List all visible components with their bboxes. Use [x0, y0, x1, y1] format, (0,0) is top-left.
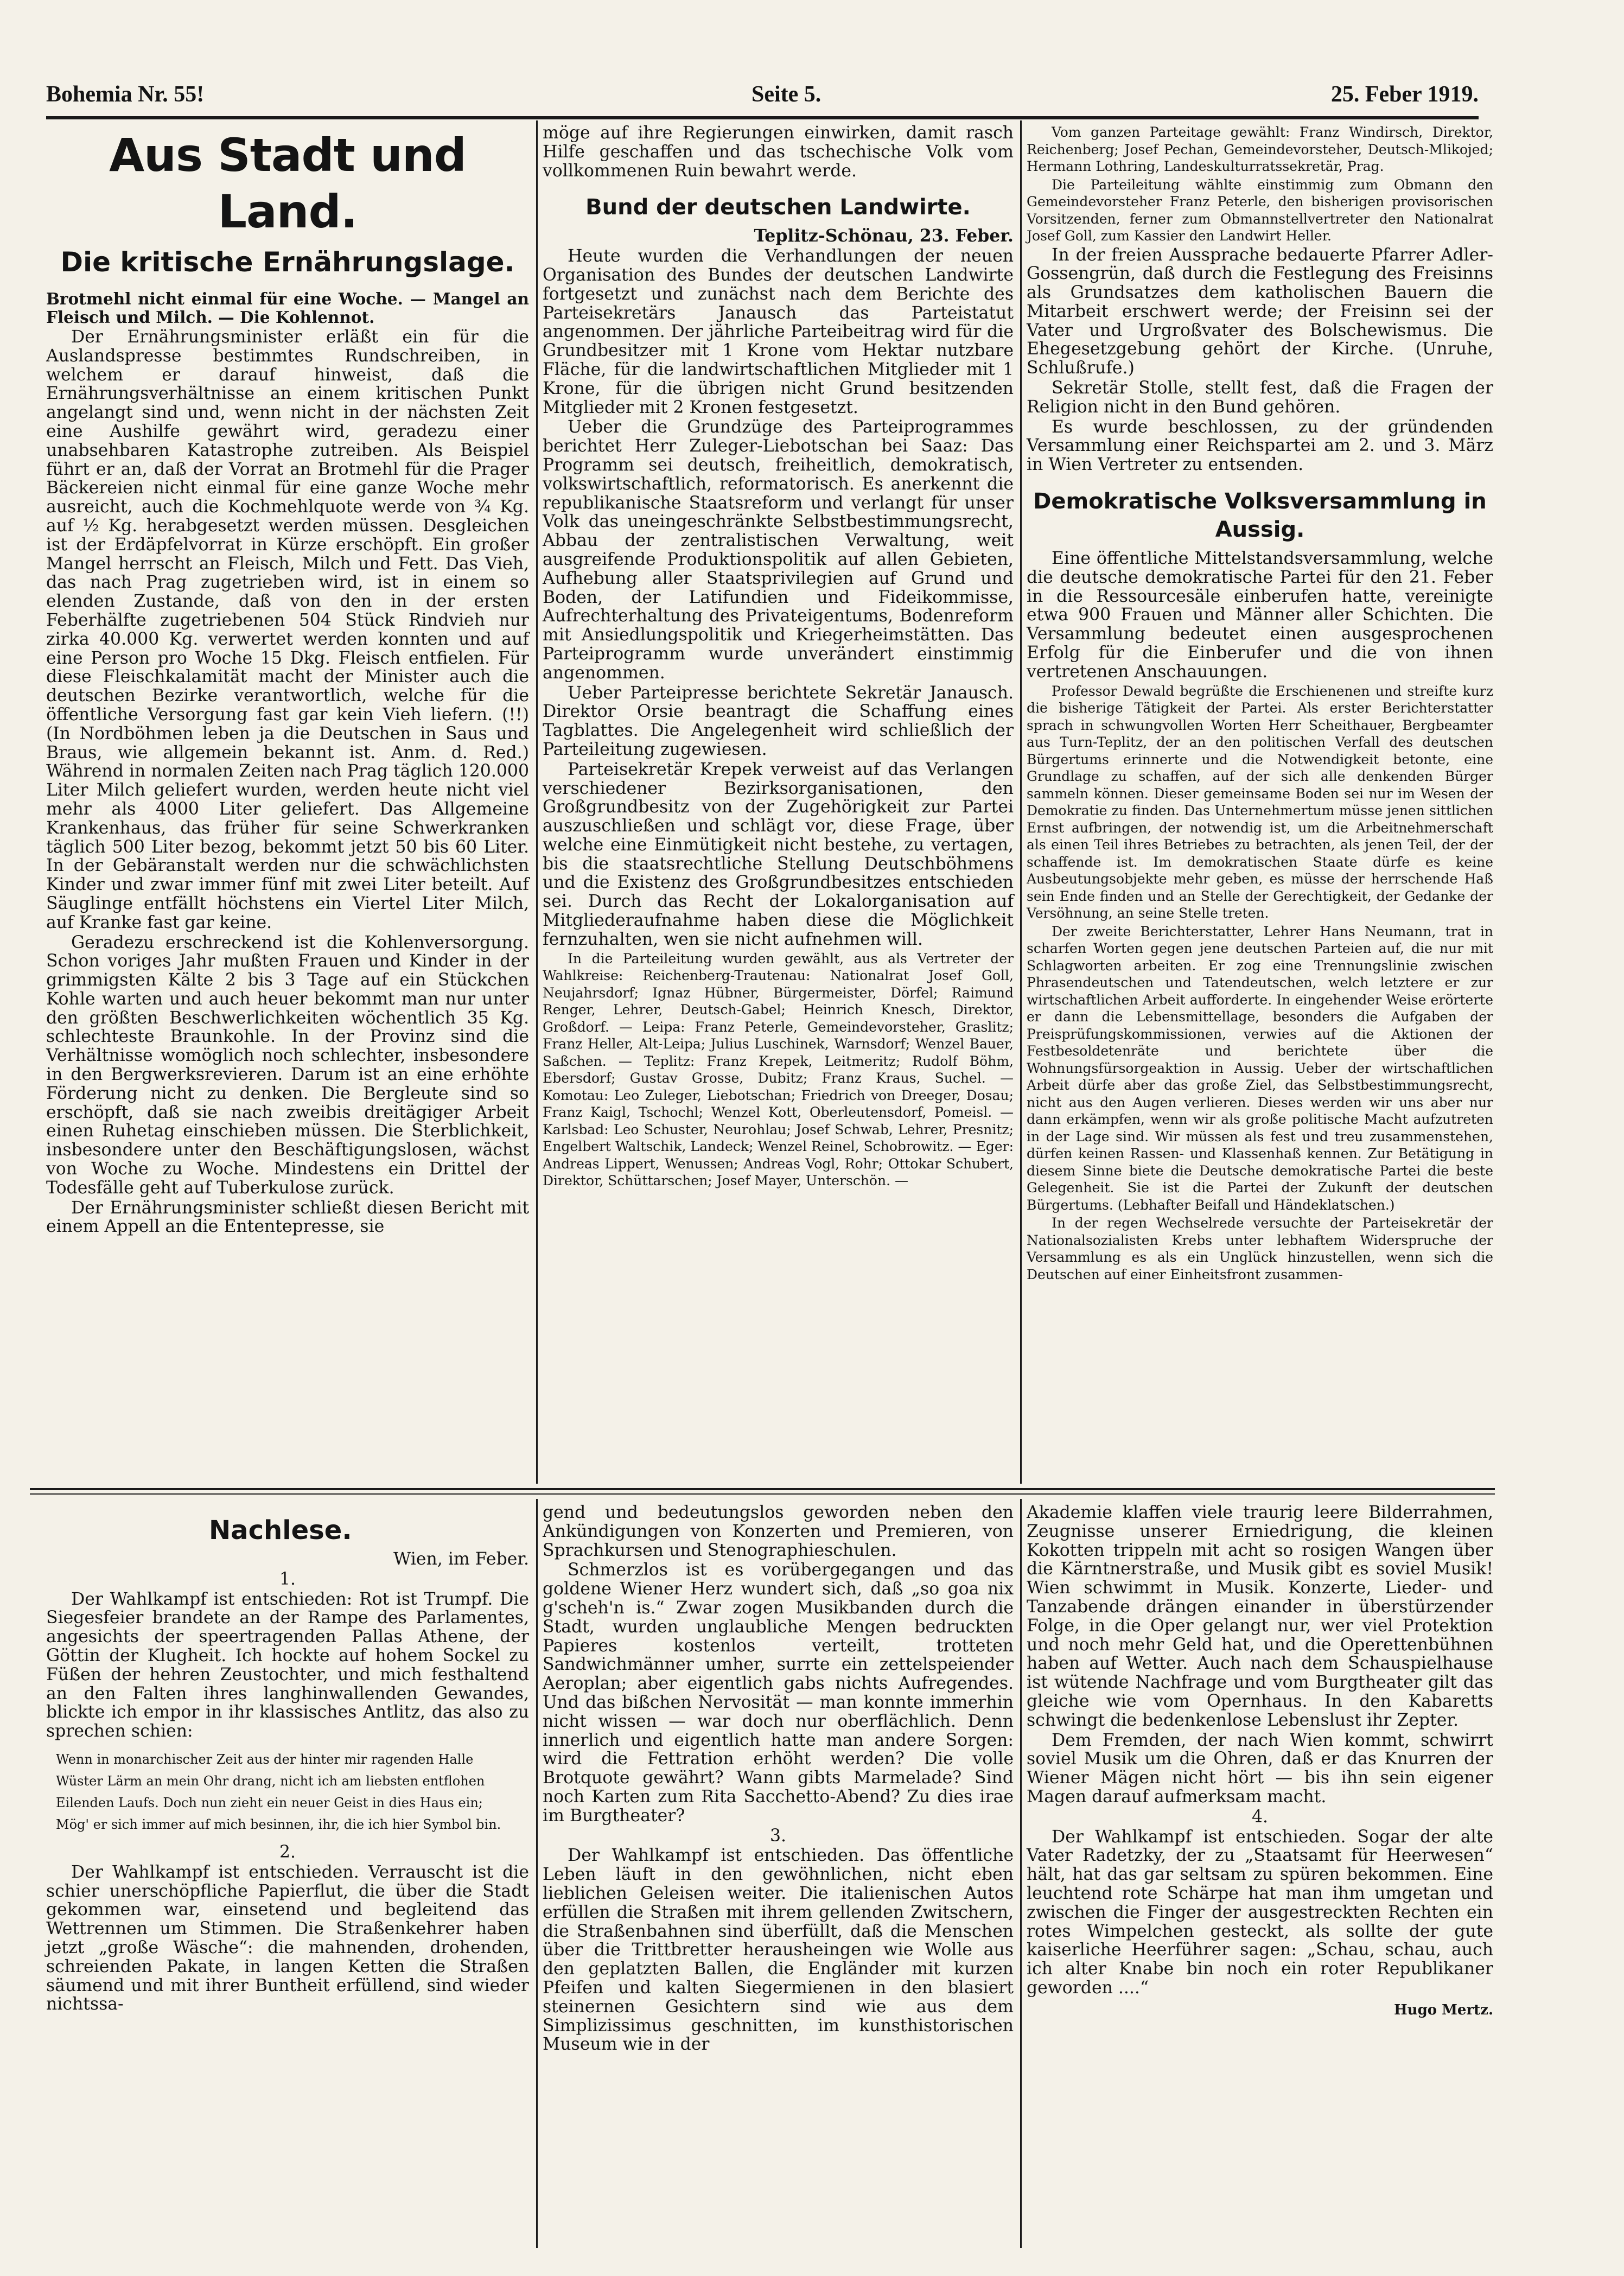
column-1: [46, 124, 529, 1237]
article-paragraph: Der Wahlkampf ist entschieden. Verrauscht ist die schier unerschöpfliche Papierflut, die über die Stadt gekommen war, einsetend und begleitend das Wettrennen um Stimmen. Die Straßenkehrer haben jetzt „große Wäsche“: die mahnenden, drohenden, schreienden Pakate, in langen Ketten die Straßen säumend und mit ihrer Buntheit erfüllend, sind wieder nichtssa-: [46, 1862, 529, 2014]
column-divider-2: [1020, 120, 1022, 1484]
section-rule: [30, 1488, 1495, 1490]
article-paragraph: Es wurde beschlossen, zu der gründenden Versammlung einer Reichspartei am 2. und 3. März in Wien Vertreter zu entsenden.: [1027, 417, 1493, 475]
section-rule-thin: [30, 1493, 1495, 1495]
article-paragraph-small: Der zweite Berichterstatter, Lehrer Hans Neumann, trat in scharfen Worten gegen jene deutschen Parteien auf, die nur mit Schlagworten arbeiten. Er zog eine Trennungslinie zwischen Phrasendeutschen und Tatendeutschen, welch letztere er zur wirtschaftlichen Arbeit aufforderte. In eingehender Weise erörterte er dann die Lebensmittellage, besonders die Aufgaben der Preisprüfungskommissionen, verwies auf die Aktionen der Festbesoldetenräte und berichtete über die Wohnungsfürsorgeaktion in Aussig. Ueber der wirtschaftlichen Arbeit dürfe aber das große Ziel, das Selbstbestimmungsrecht, nicht aus den Augen verlieren. Dieses werden wir uns aber nur dann erkämpfen, wenn wir als große politische Macht aufzutreten in der Lage sind. Wir müssen als fest und treu zusammenstehen, dürfen keinen Rassen- und Klassenhaß kennen. Zur Betätigung in diesem Sinne biete die Deutsche demokratische Partei die beste Gelegenheit. Sie ist die Partei der Zukunft der deutschen Bürgertums. (Lebhafter Beifall und Händeklatschen.): [1027, 923, 1493, 1213]
article-paragraph-small: In die Parteileitung wurden gewählt, aus als Vertreter der Wahlkreise: Reichenberg-Trautenau: Nationalrat Josef Goll, Neujahrsdorf; Ignaz Hübner, Bürgermeister, Dörfel; Raimund Renger, Lehrer, Deutsch-Gabel; Heinrich Knesch, Direktor, Großdorf. — Leipa: Franz Peterle, Gemeindevorsteher, Graslitz; Franz Heller, Alt-Leipa; Julius Luschinek, Warnsdorf; Wenzel Bauer, Saßchen. — Teplitz: Franz Krepek, Leitmeritz; Rudolf Böhm, Ebersdorf; Gustav Grosse, Dubitz; Franz Kraus, Suchel. — Komotau: Leo Zuleger, Liebotschan; Friedrich von Dreeger, Dosau; Franz Kaigl, Tschochl; Wenzel Kott, Oberleutensdorf, Pomeisl. — Karlsbad: Leo Schuster, Neurohlau; Josef Schwab, Lehrer, Presnitz; Engelbert Waltschik, Landeck; Wenzel Reinel, Schobrowitz. — Eger: Andreas Lippert, Wenussen; Andreas Vogl, Rohr; Ottokar Schubert, Direktor, Schüttarschen; Josef Mayer, Unterschön. —: [543, 950, 1014, 1189]
article-paragraph: Der Wahlkampf ist entschieden. Sogar der alte Vater Radetzky, der zu „Staatsamt für Heerwesen“ hält, hat das gar seltsam zu spüren bekommen. Eine leuchtend rote Schärpe hat man ihm umgetan und zwischen die Finger der ausgestreckten Rechten ein rotes Wimpelchen gesteckt, als sollte der gute kaiserliche Heerführer sagen: „Schau, schau, auch ich alter Knabe bin noch ein roter Republikaner geworden ....“: [1027, 1827, 1493, 1998]
article-paragraph: möge auf ihre Regierungen einwirken, damit rasch Hilfe geschaffen und das tschechische Volk vom vollkommenen Ruin bewahrt werde.: [543, 123, 1014, 181]
column-divider-1: [536, 120, 538, 1484]
column-divider-3: [536, 1499, 538, 2248]
article-paragraph: Ueber die Grundzüge des Parteiprogrammes berichtet Herr Zuleger-Liebotschan bei Saaz: Das Programm sei deutsch, freiheitlich, demokratisch, volkswirtschaftlich, reformatorisch. Es anerkennt die republikanische Staatsreform und verlangt für unser Volk das uneingeschränkte Selbstbestimmungsrecht, Abbau der zentralistischen Verwaltung, weit ausgreifende Produktionspolitik auf allen Gebieten, Aufhebung aller Staatsprivilegien auf Grund und Boden, der Latifundien und Fideikommisse, Aufrechterhaltung des Privateigentums, Bodenreform mit Ansiedlungspolitik und Kriegerheimstätten. Das Parteiprogramm wurde unverändert einstimmig angenommen.: [543, 417, 1014, 683]
feuilleton-title: Nachlese.: [209, 1515, 352, 1546]
lower-column-1: [46, 1503, 529, 2015]
article-paragraph: Eine öffentliche Mittelstandsversammlung, welche die deutsche demokratische Partei für den 21. Feber in die Ressourcesäle einberufen hatte, vereinigte etwa 900 Frauen und Männer aller Schichten. Die Versammlung bedeutet einen ausgesprochenen Erfolg für die Einberufer und die von ihnen vertretenen Anschauungen.: [1027, 549, 1493, 682]
author-signature: Hugo Mertz.: [1394, 2001, 1493, 2018]
lower-column-3: [1027, 1503, 1493, 2020]
lower-column-2: [543, 1503, 1014, 2055]
feuilleton-dateline: Wien, im Feber.: [393, 1549, 529, 1569]
article-paragraph: Der Wahlkampf ist entschieden: Rot ist Trumpf. Die Siegesfeier brandete an der Rampe des Parlamentes, angesichts der speertragenden Pallas Athene, der Göttin der Klugheit. Ich hockte auf hohem Sockel zu Füßen der hehren Zeustochter, und mich festhaltend an den Falten ihres langhinwallenden Gewandes, blickte ich empor in ihr klassisches Antlitz, das also zu sprechen schien:: [46, 1589, 529, 1741]
article-paragraph-small: Vom ganzen Parteitage gewählt: Franz Windirsch, Direktor, Reichenberg; Josef Pechan, Gemeindevorsteher, Deutsch-Mlikojed; Hermann Lothring, Landeskulturratssekretär, Prag.: [1027, 124, 1493, 174]
section-number: 2.: [279, 1842, 296, 1862]
article-paragraph-small: Professor Dewald begrüßte die Erschienenen und streifte kurz die bisherige Tätigkeit der Partei. Als erster Berichterstatter sprach in schwungvollen Worten Herr Scheithauer, Bergbeamter aus Turn-Teplitz, der an den politischen Verfall des deutschen Bürgertums erinnerte und die Notwendigkeit betonte, eine Grundlage zu schaffen, auf der sich alle denkenden Bürger sammeln können. Dieser gemeinsame Boden sei nur im Wesen der Demokratie zu finden. Das Unternehmertum müsse jenen sittlichen Ernst aufbringen, der notwendig ist, um die Arbeitnehmerschaft als einen Teil ihres Betriebes zu betrachten, als jenen Teil, der der schaffende ist. Im demokratischen Staate dürfe es keine Ausbeutungsobjekte mehr geben, es müsse der herrschende Haß sein Ende finden und an Stelle der Gerechtigkeit, der Gedanke der Versöhnung, an seine Stelle treten.: [1027, 683, 1493, 921]
article-paragraph: Schmerzlos ist es vorübergegangen und das goldene Wiener Herz wundert sich, daß „so goa nix g'scheh'n is.“ Zwar zogen Musikbanden durch die Stadt, wurden unglaubliche Mengen bedruckten Papieres kostenlos verteilt, trotteten Sandwichmänner umher, surrte ein zettelspeiender Aeroplan; aber eigentlich gabs nichts Aufregendes. Und das bißchen Nervosität — man konnte immerhin nicht wissen — war doch nur oberflächlich. Denn innerlich und eigentlich hatte man andere Sorgen: wird die Fettration erhöht werden? Die volle Brotquote gewährt? Wann gibts Marmelade? Sind noch Karten zum Rita Sacchetto-Abend? Zu dies irae im Burgtheater?: [543, 1560, 1014, 1826]
column-2: [543, 124, 1014, 1191]
poem-line: Wenn in monarchischer Zeit aus der hinter mir ragenden Halle: [56, 1751, 474, 1767]
article-paragraph: gend und bedeutungslos geworden neben den Ankündigungen von Konzerten und Premieren, von Sprachkursen und Stenographieschulen.: [543, 1503, 1014, 1560]
poem-line: Mög' er sich immer auf mich besinnen, ihr, die ich hier Symbol bin.: [56, 1816, 501, 1832]
page-header: [46, 81, 1479, 115]
section-number: 3.: [769, 1826, 787, 1846]
poem: [56, 1749, 529, 1835]
article-title-volksversammlung: Demokratische Volksversammlung in Aussig.: [1033, 489, 1487, 543]
section-number: 4.: [1251, 1807, 1269, 1827]
article-paragraph: Sekretär Stolle, stellt fest, daß die Fragen der Religion nicht in den Bund gehören.: [1027, 378, 1493, 417]
article-paragraph-small: In der regen Wechselrede versuchte der Parteisekretär der Nationalsozialisten Krebs unter lebhaftem Widerspruche der Versammlung es als ein Unglück hinzustellen, wenn sich die Deutschen auf einer Einheitsfront zusammen-: [1027, 1215, 1493, 1282]
section-number: 1.: [279, 1569, 296, 1589]
header-date: 25. Feber 1919.: [1330, 82, 1479, 107]
article-kicker: Brotmehl nicht einmal für eine Woche. — Mangel an Fleisch und Milch. — Die Kohlennot.: [46, 289, 529, 327]
article-paragraph: Akademie klaffen viele traurig leere Bilderrahmen, Zeugnisse unserer Erniedrigung, die kleinen Kokotten trippeln mit acht so rosigen Wangen über die Kärntnerstraße, und Musik gibt es soviel Musik! Wien schwimmt in Musik. Konzerte, Lieder- und Tanzabende drängen einander in überstürzender Folge, in die Oper gelangt nur, wer viel Protektion und noch mehr Geld hat, und die Operettenbühnen haben auf Wetter. Auch nach dem Schauspielhause ist wütende Nachfrage und vom Burgtheater gilt das gleiche wie vom Opernhaus. In den Kabaretts schwingt die bedenkenlose Lebenslust ihr Zepter.: [1027, 1503, 1493, 1730]
poem-line: Eilenden Laufs. Doch nun zieht ein neuer Geist in dies Haus ein;: [56, 1795, 483, 1810]
article-paragraph: Heute wurden die Verhandlungen der neuen Organisation des Bundes der deutschen Landwirte fortgesetzt und zunächst nach dem Berichte des Parteisekretärs Janausch das Parteistatut angenommen. Der jährliche Parteibeitrag wird für die Grundbesitzer mit 1 Krone vom Hektar nutzbare Fläche, für die landwirtschaftlichen Mitglieder mit 1 Krone, für die übrigen nicht Grund besitzenden Mitglieder mit 2 Kronen festgesetzt.: [543, 246, 1014, 417]
column-3: [1027, 124, 1493, 1284]
article-paragraph: Der Ernährungsminister erläßt ein für die Auslandspresse bestimmtes Rundschreiben, in welchem er darauf hinweist, daß die Ernährungsverhältnisse an einem kritischen Punkt angelangt sind und, wenn nicht in der nächsten Zeit eine Aushilfe gewährt wird, geradezu einer unabsehbaren Katastrophe zutreiben. Als Beispiel führt er an, daß der Vorrat an Brotmehl für die Prager Bäckereien nicht einmal für eine ganze Woche mehr ausreicht, auch die Kochmehlquote werde von ¾ Kg. auf ½ Kg. herabgesetzt werden müssen. Desgleichen ist der Erdäpfelvorrat in Kürze erschöpft. Ein großer Mangel herrscht an Fleisch, Milch und Fett. Das Vieh, das nach Prag zugetrieben wird, ist in einem so elenden Zustande, daß von den in der ersten Feberhälfte zugetriebenen 504 Stück Rindvieh nur zirka 40.000 Kg. verwertet werden konnten und auf eine Person pro Woche 15 Dkg. Fleisch entfielen. Für diese Fleischkalamität macht der Minister auch die deutschen Bezirke verantwortlich, welche für die öffentliche Versorgung fast gar kein Vieh liefern. (!!) (In Nordböhmen leben ja die Deutschen in Saus und Braus, wie allgemein bekannt ist. Anm. d. Red.) Während in normalen Zeiten nach Prag täglich 120.000 Liter Milch geliefert wurden, werden heute nicht viel mehr als 4000 Liter geliefert. Das Allgemeine Krankenhaus, das früher für seine Schwerkranken täglich 500 Liter bezog, bekommt jetzt 50 bis 60 Liter. In der Gebäranstalt werden nur die schwächlichsten Kinder und zwar immer fünf mit zwei Liter beteilt. Auf Säuglinge entfällt höchstens ein Viertel Liter Milch, auf Kranke fast gar keine.: [46, 327, 529, 932]
header-page-number: Seite 5.: [752, 82, 821, 107]
article-paragraph-small: Die Parteileitung wählte einstimmig zum Obmann den Gemeindevorsteher Franz Peterle, den bisherigen provisorischen Vorsitzenden, ferner zum Obmannstellvertreter den Nationalrat Josef Goll, zum Kassier den Landwirt Heller.: [1027, 176, 1493, 244]
article-paragraph: Geradezu erschreckend ist die Kohlenversorgung. Schon voriges Jahr mußten Frauen und Kinder in der grimmigsten Kälte 2 bis 3 Tage auf ein Stückchen Kohle warten und auch heuer bekommt man nur unter den größten Beschwerlichkeiten wöchentlich 35 Kg. schlechteste Braunkohle. In der Provinz sind die Verhältnisse womöglich noch schlechter, insbesondere in den Bergwerksrevieren. Darum ist an eine erhöhte Förderung nicht zu denken. Die Bergleute sind so erschöpft, daß sie nach zweibis dreitägiger Arbeit einen Ruhetag einschieben müssen. Die Sterblichkeit, insbesondere unter den Beschäftigungslosen, wächst von Woche zu Woche. Mindestens ein Drittel der Todesfälle geht auf Tuberkulose zurück.: [46, 932, 529, 1198]
article-paragraph: Der Ernährungsminister schließt diesen Bericht mit einem Appell an die Ententepresse, sie: [46, 1198, 529, 1237]
article-paragraph: Ueber Parteipresse berichtete Sekretär Janausch. Direktor Orsie beantragt die Schaffung eines Tagblattes. Die Angelegenheit wird schließlich der Parteileitung zugewiesen.: [543, 683, 1014, 759]
article-dateline: Teplitz-Schönau, 23. Feber.: [754, 226, 1014, 246]
section-title: Aus Stadt und Land.: [109, 129, 466, 238]
poem-line: Wüster Lärm an mein Ohr drang, nicht ich am liebsten entflohen: [56, 1773, 485, 1789]
article-paragraph: Parteisekretär Krepek verweist auf das Verlangen verschiedener Bezirksorganisationen, den Großgrundbesitz von der Zugehörigkeit zur Partei auszuschließen und schlägt vor, diese Frage, über welche eine Einmütigkeit nicht bestehe, zu vertagen, bis die staatsrechtliche Stellung Deutschböhmens und die Existenz des Großgrundbesitzes entschieden sei. Durch das Recht der Lokalorganisation auf Mitgliederaufnahme haben diese die Möglichkeit fernzuhalten, wen sie nicht aufnehmen will.: [543, 759, 1014, 949]
header-issue: Bohemia Nr. 55!: [46, 82, 205, 107]
article-paragraph: In der freien Aussprache bedauerte Pfarrer Adler-Gossengrün, daß durch die Festlegung des Freisinns als Grundsatzes dem katholischen Bauern die Mitarbeit erschwert werde; der Freisinn sei der Vater und Urgroßvater des Bolschewismus. Die Ehegesetzgebung gehört der Kirche. (Unruhe, Schlußrufe.): [1027, 245, 1493, 378]
article-paragraph: Dem Fremden, der nach Wien kommt, schwirrt soviel Musik um die Ohren, daß er das Knurren der Wiener Mägen nicht hört — bis ihn sein eigener Magen darauf aufmerksam macht.: [1027, 1730, 1493, 1807]
column-divider-4: [1020, 1499, 1022, 2248]
article-title-ernaehrung: Die kritische Ernährungslage.: [60, 246, 515, 278]
article-paragraph: Der Wahlkampf ist entschieden. Das öffentliche Leben läuft in den gewöhnlichen, nicht eben lieblichen Geleisen weiter. Die italienischen Autos erfüllen die Straßen mit ihrem gellenden Zwitschern, die Straßenbahnen sind überfüllt, daß die Menschen über die Trittbretter herausheingen wie Wolle aus den geplatzten Ballen, die Engländer mit kurzen Pfeifen und kalten Siegermienen in den blasiert steinernen Gesichtern sind wie aus dem Simplizissimus geschnitten, im kunsthistorischen Museum wie in der: [543, 1846, 1014, 2055]
article-title-landwirte: Bund der deutschen Landwirte.: [585, 195, 971, 220]
header-rule: [46, 116, 1479, 119]
